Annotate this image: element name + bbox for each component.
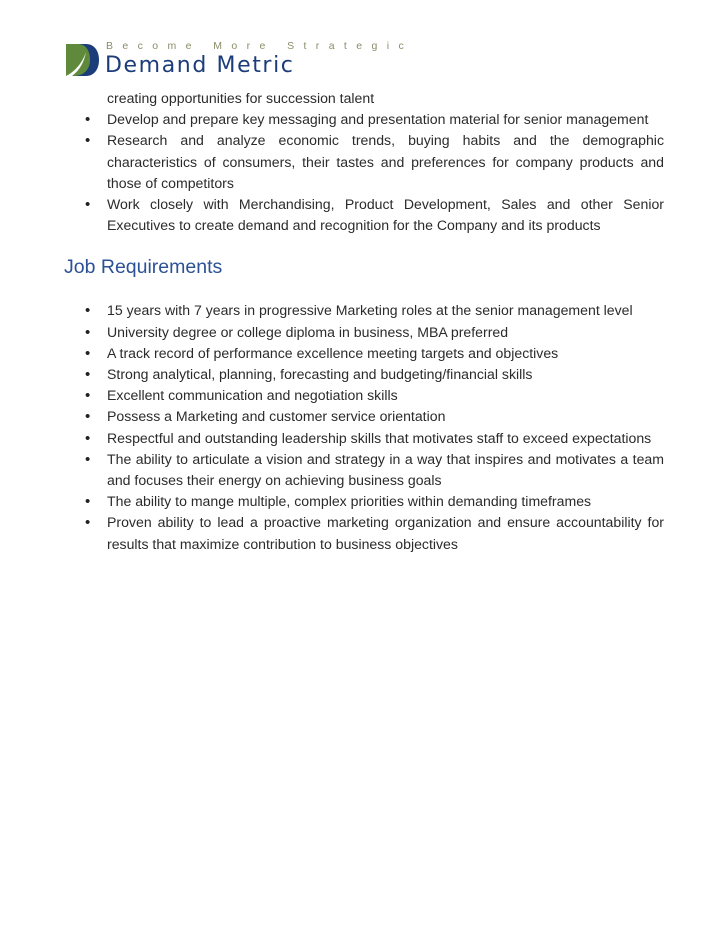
list-item bbox=[64, 194, 664, 236]
bullet-dot-icon: • bbox=[85, 450, 91, 468]
list-item bbox=[64, 491, 664, 512]
list-item-text: The ability to mange multiple, complex priorities within demanding timeframes bbox=[107, 493, 592, 510]
list-item bbox=[64, 428, 664, 449]
bullet-dot-icon: • bbox=[85, 111, 91, 129]
list-item-text: Strong analytical, planning, forecasting and budgeting/financial skills bbox=[107, 366, 533, 383]
list-item-text: University degree or college diploma in business, MBA preferred bbox=[107, 323, 509, 340]
list-item-text: Proven ability to lead a proactive marketing organization and ensure accountability for results that maximize contribution to business objectives bbox=[107, 514, 664, 552]
bullet-dot-icon: • bbox=[85, 302, 91, 320]
list-item bbox=[64, 109, 664, 130]
list-item bbox=[64, 130, 664, 194]
list-item-text: Research and analyze economic trends, buying habits and the demographic characteristics of consumers, their tastes and preferences for company products and those of competitors bbox=[107, 132, 664, 191]
bullet-dot-icon: • bbox=[85, 344, 91, 362]
bullet-dot-icon: • bbox=[85, 408, 91, 426]
requirements-list bbox=[64, 300, 664, 554]
section-heading-job-requirements: Job Requirements bbox=[64, 256, 223, 279]
demand-metric-logo-icon bbox=[64, 42, 100, 78]
list-item-text: Respectful and outstanding leadership skills that motivates staff to exceed expectations bbox=[107, 429, 652, 446]
list-item bbox=[64, 322, 664, 343]
tagline: Become More Strategic bbox=[106, 40, 414, 52]
list-item-text: A track record of performance excellence meeting targets and objectives bbox=[107, 344, 559, 361]
bullet-dot-icon: • bbox=[85, 493, 91, 511]
bullet-dot-icon: • bbox=[85, 196, 91, 214]
bullet-dot-icon: • bbox=[85, 132, 91, 150]
bullet-dot-icon: • bbox=[85, 387, 91, 405]
list-item-text: Develop and prepare key messaging and presentation material for senior management bbox=[107, 111, 649, 128]
list-item-text: The ability to articulate a vision and strategy in a way that inspires and motivates a team and focuses their energy on achieving business goals bbox=[107, 450, 664, 489]
bullet-dot-icon: • bbox=[85, 429, 91, 447]
list-item-text: 15 years with 7 years in progressive Marketing roles at the senior management level bbox=[107, 302, 633, 319]
page-header bbox=[64, 38, 414, 80]
responsibilities-list bbox=[64, 88, 664, 236]
list-item bbox=[64, 343, 664, 364]
document-body bbox=[64, 88, 664, 555]
list-item-continuation: creating opportunities for succession talent bbox=[107, 90, 375, 106]
bullet-dot-icon: • bbox=[85, 366, 91, 384]
list-item bbox=[64, 300, 664, 321]
list-item bbox=[64, 364, 664, 385]
list-item-text: Possess a Marketing and customer service orientation bbox=[107, 408, 446, 425]
bullet-dot-icon: • bbox=[85, 514, 91, 532]
bullet-dot-icon: • bbox=[85, 323, 91, 341]
list-item bbox=[64, 449, 664, 491]
brand-name: Demand Metric bbox=[105, 53, 295, 78]
list-item bbox=[64, 385, 664, 406]
list-item bbox=[64, 512, 664, 554]
list-item-text: Work closely with Merchandising, Product Development, Sales and other Senior Executives to create demand and recognition for the Company and its products bbox=[107, 196, 664, 234]
list-item bbox=[64, 406, 664, 427]
list-item-text: Excellent communication and negotiation skills bbox=[107, 387, 398, 404]
